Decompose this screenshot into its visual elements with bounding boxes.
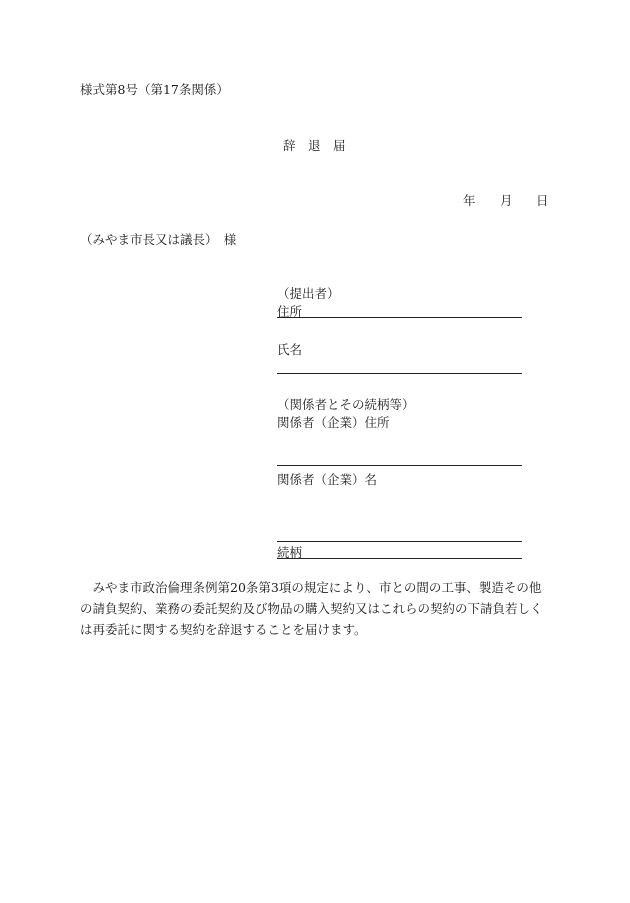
relationship-field[interactable] bbox=[277, 558, 522, 559]
relationship-label: 続柄 bbox=[277, 545, 303, 560]
company-address-label: 関係者（企業）住所 bbox=[277, 415, 390, 430]
name-field[interactable] bbox=[277, 373, 522, 374]
addressee: （みやま市長又は議長） 様 bbox=[80, 232, 237, 247]
company-address-field[interactable] bbox=[277, 465, 522, 466]
address-label: 住所 bbox=[277, 304, 303, 319]
date-year-label: 年 bbox=[463, 193, 476, 208]
form-number: 様式第8号（第17条関係） bbox=[80, 82, 229, 97]
submitter-label: （提出者） bbox=[277, 286, 340, 301]
company-name-field[interactable] bbox=[277, 541, 522, 542]
address-field[interactable] bbox=[277, 317, 522, 318]
name-label: 氏名 bbox=[277, 342, 303, 357]
company-name-label: 関係者（企業）名 bbox=[277, 472, 378, 487]
date-month-label: 月 bbox=[500, 193, 513, 208]
document-title: 辞 退 届 bbox=[283, 138, 346, 153]
date-day-label: 日 bbox=[536, 193, 549, 208]
body-statement: みやま市政治倫理条例第20条第3項の規定により、市との間の工事、製造その他の請負契約、業務の委託契約及び物品の購入契約又はこれらの契約の下請負若しくは再委託に関する契約を辞退することを届けます。 bbox=[80, 580, 543, 637]
related-label: （関係者とその続柄等） bbox=[277, 397, 415, 412]
